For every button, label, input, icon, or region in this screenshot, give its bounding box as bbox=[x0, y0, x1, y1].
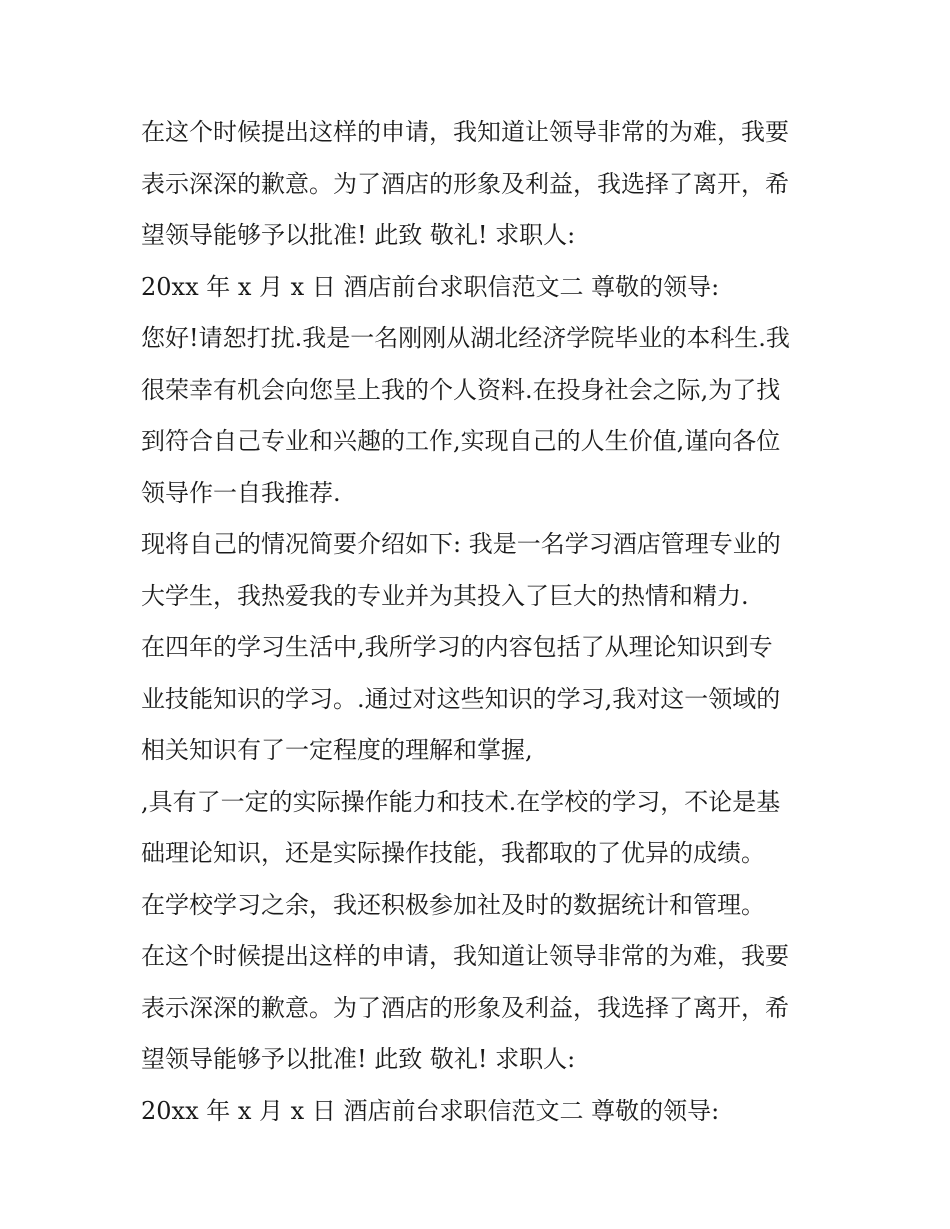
text-line: 很荣幸有机会向您呈上我的个人资料.在投身社会之际,为了找 bbox=[141, 375, 781, 404]
text-line: 领导作一自我推荐. bbox=[141, 478, 341, 507]
text-line: 在学校学习之余，我还积极参加社及时的数据统计和管理。 bbox=[141, 890, 765, 919]
text-line: 望领导能够予以批准! 此致 敬礼! 求职人: bbox=[141, 1045, 576, 1073]
text-line: 20xx 年 x 月 x 日 酒店前台求职信范文二 尊敬的领导: bbox=[141, 272, 720, 301]
text-line: ,具有了一定的实际操作能力和技术.在学校的学习，不论是基 bbox=[141, 787, 781, 816]
document-body bbox=[141, 107, 821, 1137]
text-line: 现将自己的情况简要介绍如下: 我是一名学习酒店管理专业的 bbox=[141, 530, 781, 558]
text-line: 在这个时候提出这样的申请，我知道让领导非常的为难，我要 bbox=[141, 118, 789, 146]
text-line: 业技能知识的学习。.通过对这些知识的学习,我对这一领域的 bbox=[141, 684, 781, 713]
text-line: 20xx 年 x 月 x 日 酒店前台求职信范文二 尊敬的领导: bbox=[141, 1096, 720, 1125]
text-line: 望领导能够予以批准! 此致 敬礼! 求职人: bbox=[141, 221, 576, 249]
text-line: 到符合自己专业和兴趣的工作,实现自己的人生价值,谨向各位 bbox=[141, 427, 781, 455]
text-line: 相关知识有了一定程度的理解和掌握, bbox=[141, 736, 533, 764]
text-line: 在这个时候提出这样的申请，我知道让领导非常的为难，我要 bbox=[141, 942, 789, 970]
text-line: 表示深深的歉意。为了酒店的形象及利益，我选择了离开，希 bbox=[141, 169, 789, 198]
text-line: 础理论知识，还是实际操作技能，我都取的了优异的成绩。 bbox=[141, 839, 765, 867]
text-line: 您好!请恕打扰.我是一名刚刚从湖北经济学院毕业的本科生.我 bbox=[141, 324, 790, 352]
text-line: 大学生，我热爱我的专业并为其投入了巨大的热情和精力. bbox=[141, 581, 749, 610]
text-line: 表示深深的歉意。为了酒店的形象及利益，我选择了离开，希 bbox=[141, 993, 789, 1022]
text-line: 在四年的学习生活中,我所学习的内容包括了从理论知识到专 bbox=[141, 633, 773, 661]
